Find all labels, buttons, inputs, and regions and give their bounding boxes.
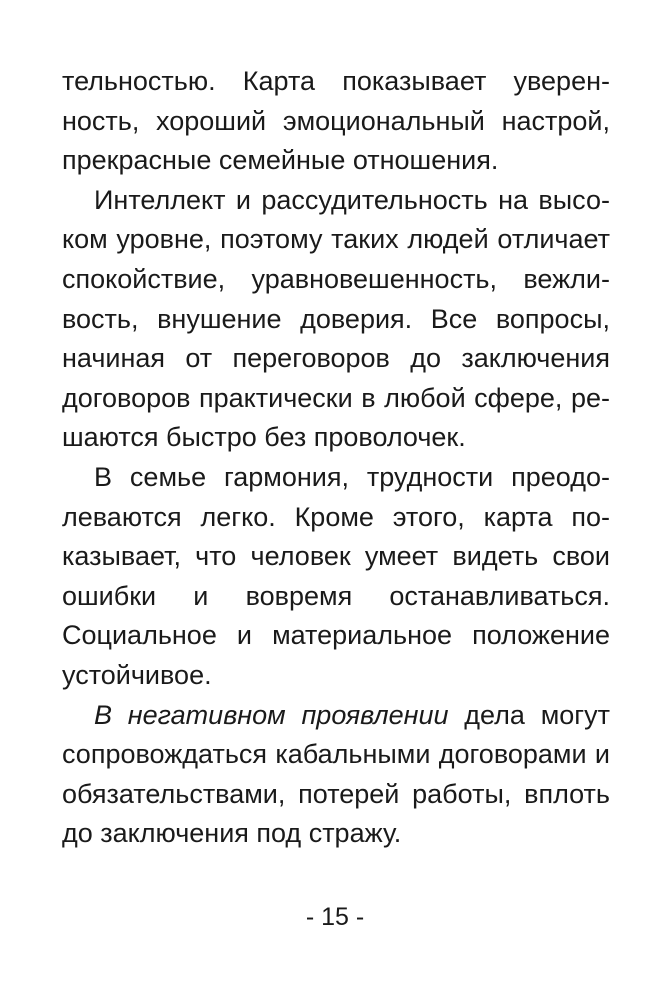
paragraph-intellect: Интеллект и рассудительность на высоком уровне, поэтому таких людей отличает спокойствие, уравновешенность, вежливость, внушение доверия. Все вопросы, начиная от переговоров до заключения договоров практически в любой сфере, решаются быстро без проволочек. [62,184,610,453]
page-number: - 15 - [305,903,365,931]
paragraph-continuation: тельностью. Карта показывает уверенность, хороший эмоциональный настрой, прекрасные семейные отношения. [62,66,610,176]
paragraph-family: В семье гармония, трудности преодолеваются легко. Кроме этого, карта показывает, что человек умеет видеть свои ошибки и вовремя останавливаться. Социальное и материальное положение устойчивое. [62,461,610,690]
paragraph-negative [62,696,610,854]
paragraph-negative-text: дела могут сопровождаться кабальными договорами и обязательствами, потерей работы, вплоть до заключения под стражу. [62,699,610,849]
body-text [62,62,610,854]
italic-phrase: В негативном проявлении [94,699,449,730]
